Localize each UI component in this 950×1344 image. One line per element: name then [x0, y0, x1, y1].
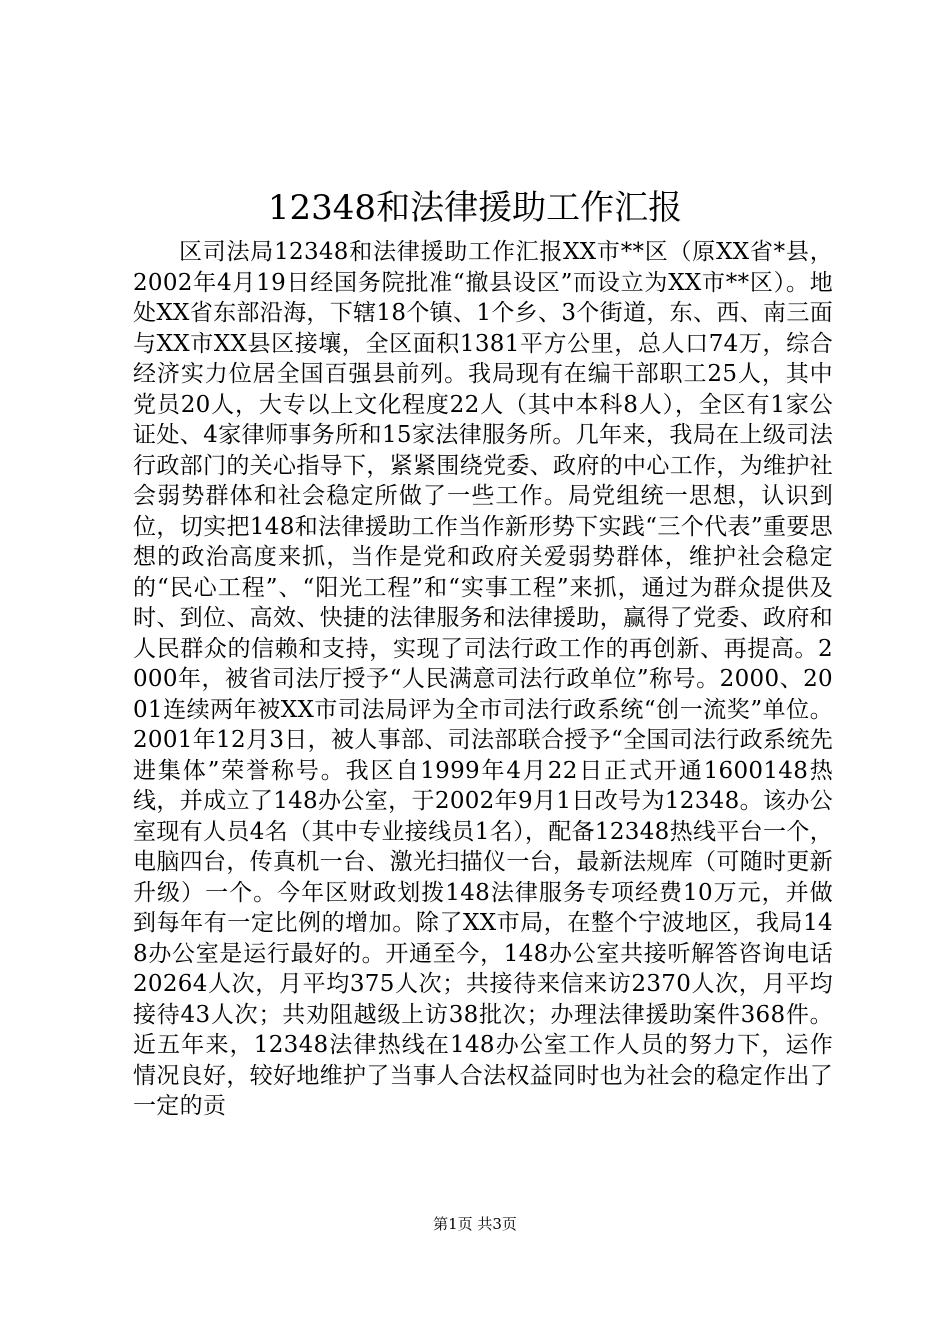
document-body: 区司法局12348和法律援助工作汇报XX市**区（原XX省*县，2002年4月19日经国务院批准“撤县设区”而设立为XX市**区）。地处XX省东部沿海，下辖18个镇、1个乡、3个街道，东、西、南三面与XX市XX县区接壤，全区面积1381平方公里，总人口74万，综合经济实力位居全国百强县前列。我局现有在编干部职工25人，其中党员20人，大专以上文化程度22人（其中本科8人），全区有1家公证处、4家律师事务所和15家法律服务所。几年来，我局在上级司法行政部门的关心指导下，紧紧围绕党委、政府的中心工作，为维护社会弱势群体和社会稳定所做了一些工作。局党组统一思想，认识到位，切实把148和法律援助工作当作新形势下实践“三个代表”重要思想的政治高度来抓，当作是党和政府关爱弱势群体，维护社会稳定的“民心工程”、“阳光工程”和“实事工程”来抓，通过为群众提供及时、到位、高效、快捷的法律服务和法律援助，赢得了党委、政府和人民群众的信赖和支持，实现了司法行政工作的再创新、再提高。2000年，被省司法厅授予“人民满意司法行政单位”称号。2000、2001连续两年被XX市司法局评为全市司法行政系统“创一流奖”单位。2001年12月3日，被人事部、司法部联合授予“全国司法行政系统先进集体”荣誉称号。我区自1999年4月22日正式开通1600148热线，并成立了148办公室，于2002年9月1日改号为12348。该办公室现有人员4名（其中专业接线员1名），配备12348热线平台一个，电脑四台，传真机一台、激光扫描仪一台，最新法规库（可随时更新升级）一个。今年区财政划拨148法律服务专项经费10万元，并做到每年有一定比例的增加。除了XX市局，在整个宁波地区，我局148办公室是运行最好的。开通至今，148办公室共接听解答咨询电话20264人次，月平均375人次；共接待来信来访2370人次，月平均接待43人次；共劝阻越级上访38批次；办理法律援助案件368件。近五年来，12348法律热线在148办公室工作人员的努力下，运作情况良好，较好地维护了当事人合法权益同时也为社会的稳定作出了一定的贡: [133, 239, 833, 1119]
page-footer: 第1页 共3页: [433, 1215, 517, 1233]
document-title: 12348和法律援助工作汇报: [267, 188, 683, 228]
